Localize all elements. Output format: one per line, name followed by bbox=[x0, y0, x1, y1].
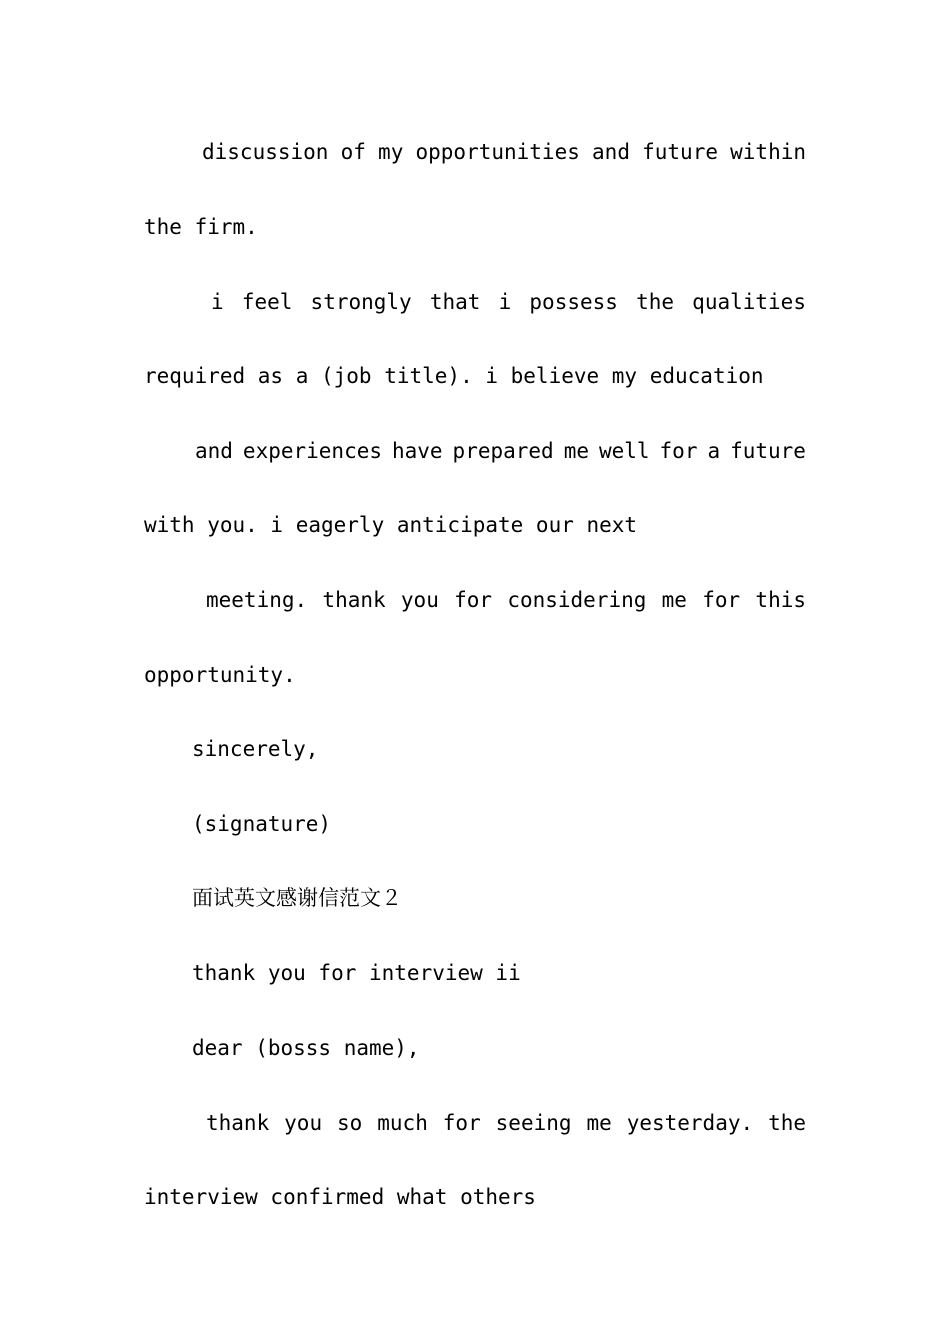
word: me bbox=[586, 1111, 612, 1135]
word: for bbox=[659, 439, 698, 463]
word: well bbox=[598, 439, 650, 463]
word: considering bbox=[507, 588, 647, 612]
word: a bbox=[707, 439, 721, 463]
word: meeting. bbox=[206, 588, 308, 612]
word: me bbox=[563, 439, 589, 463]
paragraph-line-10: interview confirmed what others bbox=[144, 1185, 536, 1209]
word: within bbox=[730, 140, 806, 164]
word: qualities bbox=[692, 290, 806, 314]
word: possess bbox=[529, 290, 618, 314]
paragraph-line-2: the firm. bbox=[144, 215, 258, 239]
word: prepared bbox=[452, 439, 554, 463]
paragraph-line-5 bbox=[195, 437, 806, 465]
word: you bbox=[284, 1111, 323, 1135]
word: opportunities bbox=[415, 140, 580, 164]
word: you bbox=[400, 588, 439, 612]
word: experiences bbox=[242, 439, 382, 463]
word: i bbox=[498, 290, 512, 314]
word: strongly bbox=[310, 290, 412, 314]
word: thank bbox=[322, 588, 386, 612]
word: of bbox=[340, 140, 366, 164]
word: my bbox=[378, 140, 404, 164]
word: discussion bbox=[202, 140, 329, 164]
word: for bbox=[702, 588, 741, 612]
word: and bbox=[195, 439, 233, 463]
word: much bbox=[377, 1111, 428, 1135]
word: i bbox=[211, 290, 224, 314]
word: the bbox=[768, 1111, 806, 1135]
paragraph-line-1 bbox=[202, 138, 806, 166]
word: for bbox=[442, 1111, 481, 1135]
word: future bbox=[642, 140, 718, 164]
signature-line: (signature) bbox=[192, 812, 332, 836]
word: seeing bbox=[495, 1111, 572, 1135]
word: that bbox=[429, 290, 481, 314]
letter-title: thank you for interview ii bbox=[192, 961, 521, 985]
word: the bbox=[636, 290, 675, 314]
word: have bbox=[391, 439, 443, 463]
paragraph-line-9 bbox=[206, 1109, 806, 1137]
paragraph-line-8: opportunity. bbox=[144, 663, 296, 687]
word: feel bbox=[241, 290, 293, 314]
closing-line: sincerely, bbox=[192, 737, 319, 761]
paragraph-line-7 bbox=[206, 586, 806, 614]
paragraph-line-6: with you. i eagerly anticipate our next bbox=[144, 513, 638, 537]
word: this bbox=[755, 588, 806, 612]
paragraph-line-4: required as a (job title). i believe my education bbox=[144, 364, 764, 388]
word: yesterday. bbox=[626, 1111, 754, 1135]
word: thank bbox=[206, 1111, 270, 1135]
word: future bbox=[730, 439, 806, 463]
word: and bbox=[592, 140, 630, 164]
section-heading: 面试英文感谢信范文２ bbox=[192, 886, 402, 910]
word: so bbox=[337, 1111, 363, 1135]
word: me bbox=[661, 588, 687, 612]
paragraph-line-3 bbox=[211, 288, 806, 316]
salutation-line: dear (bosss name), bbox=[192, 1036, 420, 1060]
word: for bbox=[454, 588, 493, 612]
